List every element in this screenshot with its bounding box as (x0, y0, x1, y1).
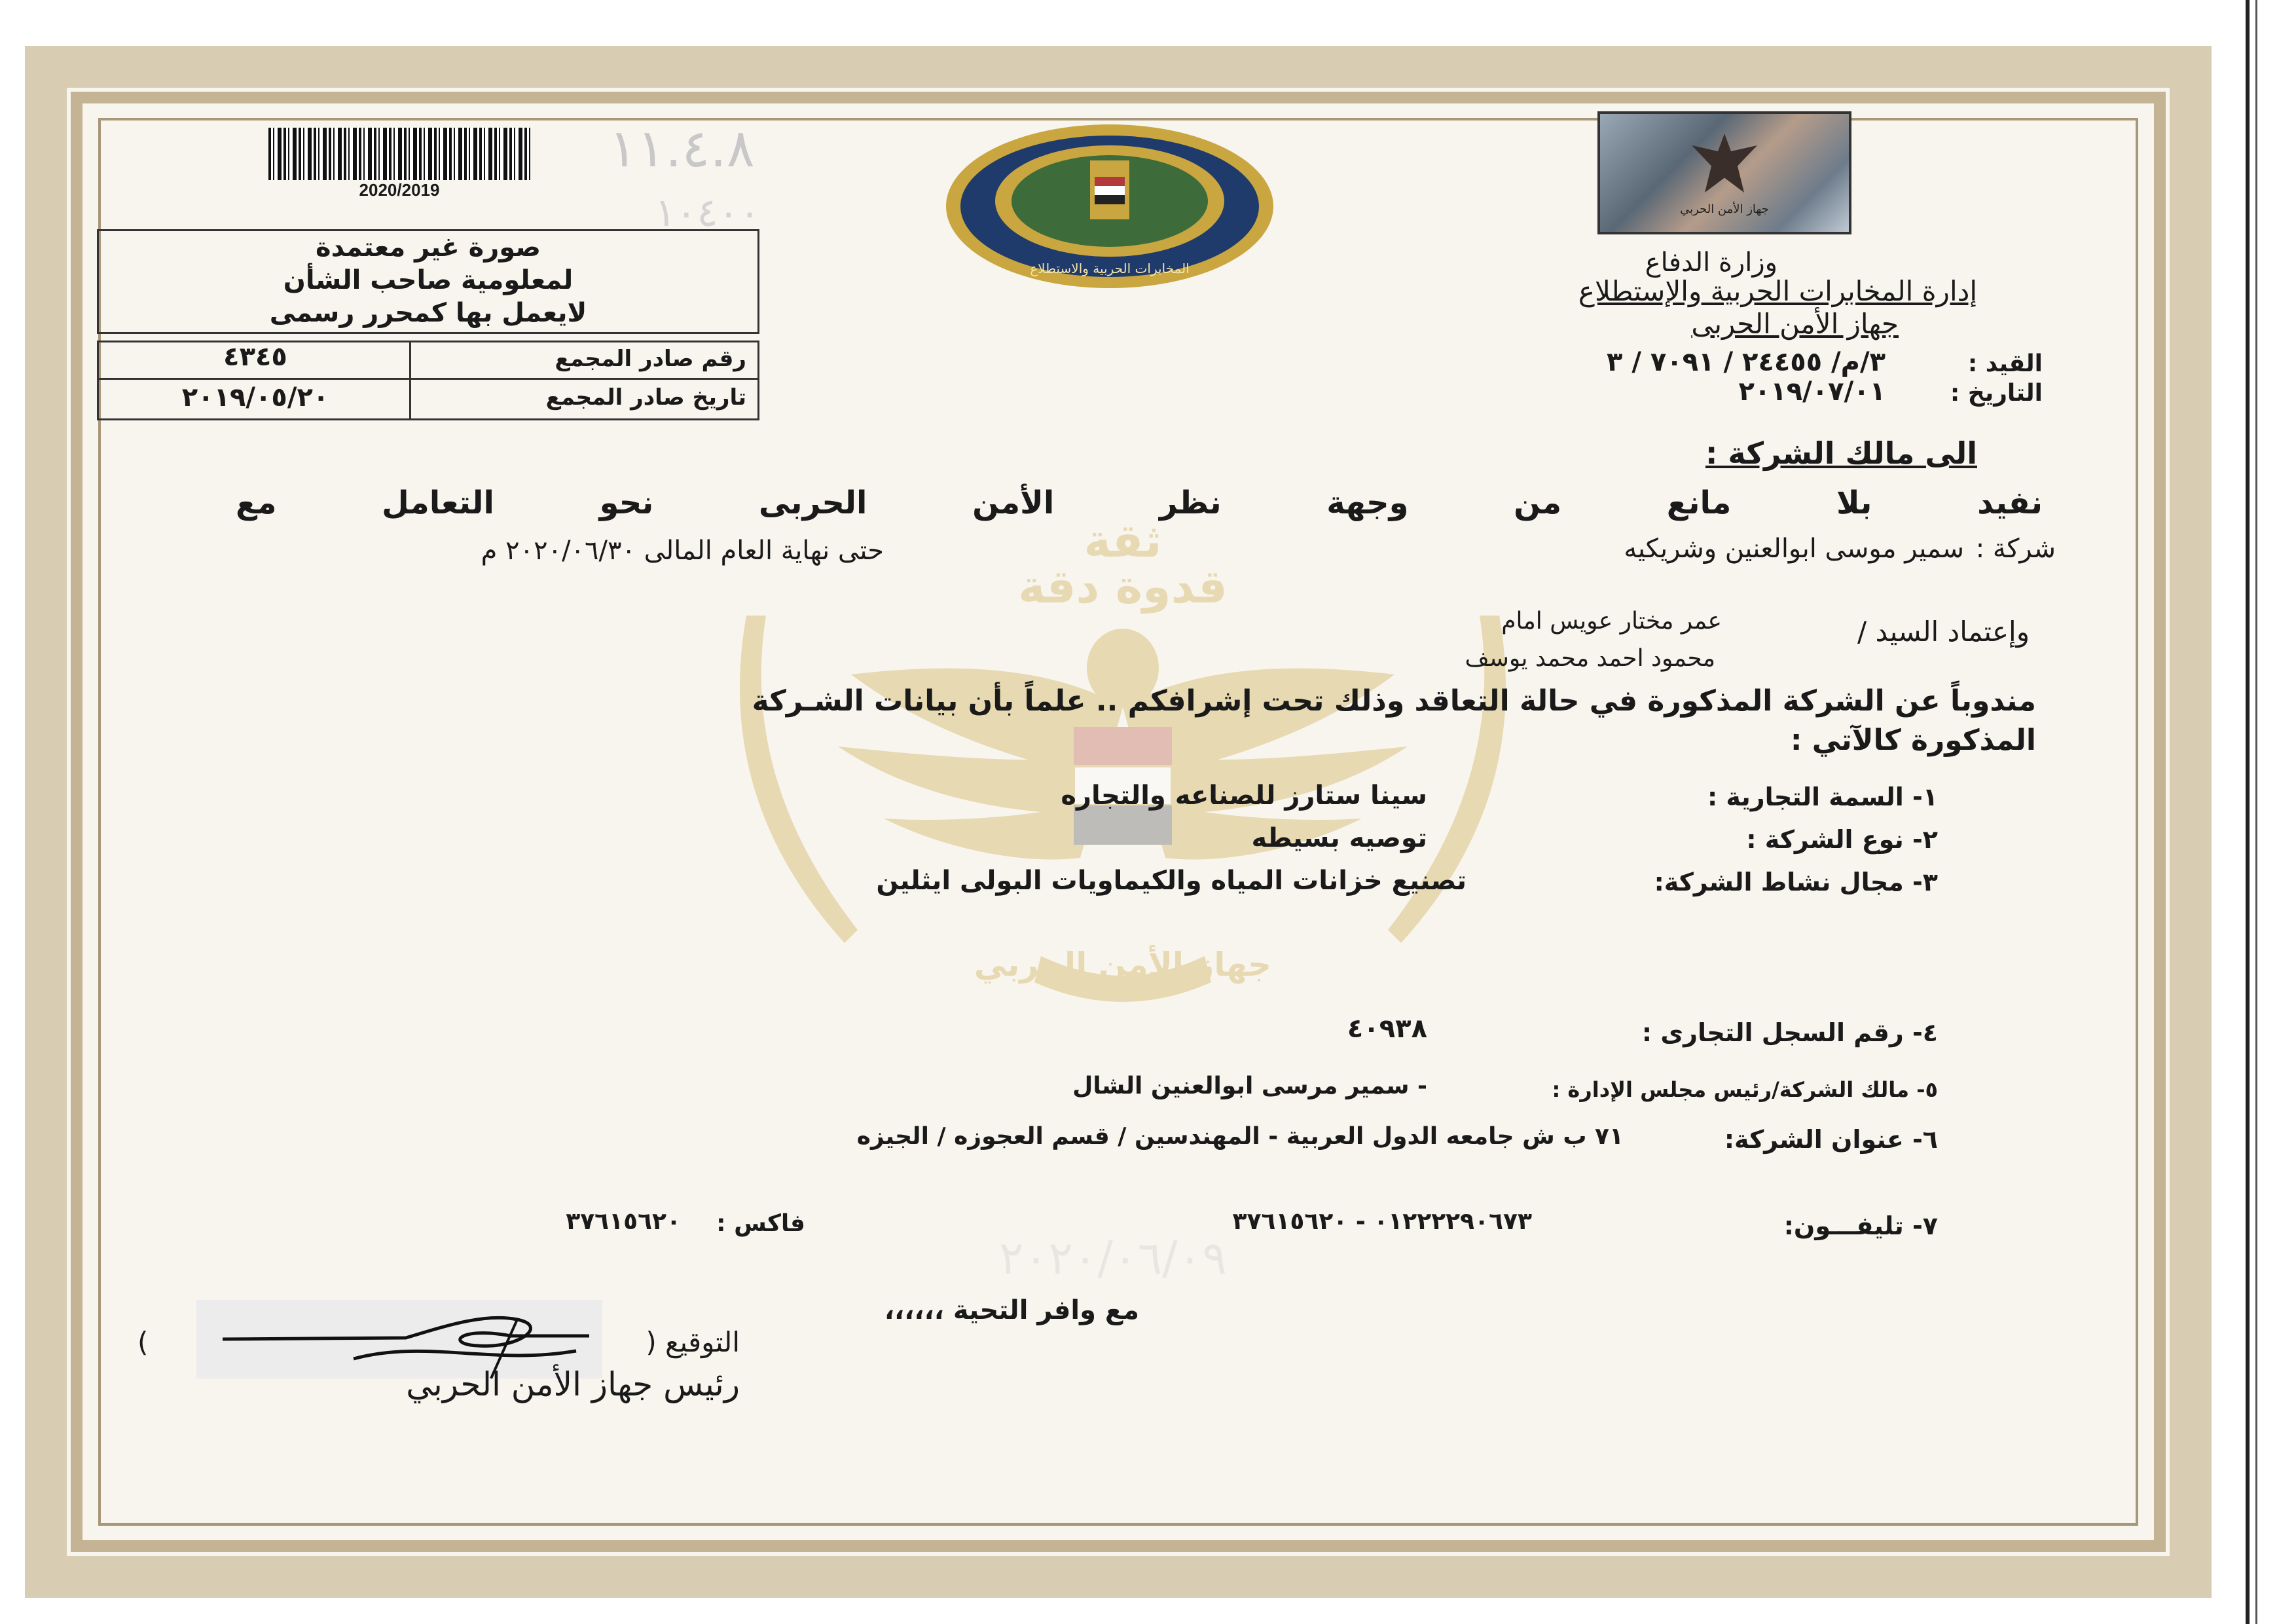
signer-title: رئيس جهاز الأمن الحربي (406, 1365, 740, 1403)
uncertified-line2: لمعلومية صاحب الشأن (283, 265, 574, 295)
date-value: ٢٠١٩/٠٧/٠١ (1738, 377, 1886, 407)
scan-edge-mark (2255, 0, 2257, 1624)
ref-number-label: رقم صادر المجمع (555, 346, 746, 372)
hologram-label: جهاز الأمن الحربي (1680, 202, 1769, 216)
signature-label: التوقيع ( (646, 1326, 740, 1358)
detail-value-address: ٧١ ب ش جامعه الدول العربية - المهندسين / قسم العجوزه / الجيزه (856, 1123, 1624, 1150)
military-intelligence-emblem-icon (943, 121, 1277, 291)
ministry-name: وزارة الدفاع (1645, 248, 1777, 278)
detail-value-trade-name: سينا ستارز للصناعه والتجاره (1061, 781, 1427, 811)
ref-date-label: تاريخ صادر المجمع (545, 384, 746, 411)
fax-value: ٣٧٦١٥٦٢٠ (566, 1208, 681, 1235)
hologram-seal (1597, 111, 1851, 234)
faint-serial: ٢٠٢٠/٠٦/٠٩ (999, 1231, 1227, 1285)
phone-label: ٧- تليفـــون: (1783, 1211, 1938, 1240)
validity-text: حتى نهاية العام المالى ٢٠٢٠/٠٦/٣٠ م (481, 536, 884, 566)
closing-regards: مع وافر التحية ،،،،،، (884, 1295, 1139, 1325)
paragraph-line-1: مندوباً عن الشركة المذكورة في حالة التعاقد وذلك تحت إشرافكم .. علماً بأن بيانات الشـركة (752, 684, 2036, 718)
watermark-bottom-text: جهاز الأمن الحربي (974, 946, 1272, 984)
addressee: الى مالك الشركة : (1705, 435, 1977, 471)
watermark-mid-text: قدوة دقة (1018, 560, 1228, 614)
detail-label-commercial-register: ٤- رقم السجل التجارى : (1641, 1018, 1938, 1047)
detail-value-commercial-register: ٤٠٩٣٨ (1347, 1014, 1427, 1044)
ref-date-value: ٢٠١٩/٠٥/٢٠ (181, 382, 329, 413)
watermark-top-text: ثقة (1084, 514, 1162, 568)
company-name: سمير موسى ابوالعنين وشريكيه (1624, 534, 1964, 564)
detail-label-activity: ٣- مجال نشاط الشركة: (1654, 868, 1938, 896)
uncertified-line3: لايعمل بها كمحرر رسمى (269, 298, 587, 328)
agency-name: جهاز الأمن الحربى (1691, 308, 1899, 340)
date-label: التاريخ : (1950, 380, 2043, 407)
department-name: إدارة المخابرات الحربية والإستطلاع (1578, 275, 1977, 307)
detail-label-company-type: ٢- نوع الشركة : (1746, 825, 1938, 854)
uncertified-copy-box (97, 229, 759, 334)
emblem-ring-text: المخابرات الحربية والاستطلاع (1030, 261, 1190, 276)
detail-label-trade-name: ١- السمة التجارية : (1707, 783, 1938, 811)
record-value: ٣/م/ ٢٤٤٥٥ / ٧٠٩١ / ٣ (1607, 347, 1886, 377)
representative-name-2: محمود احمد محمد يوسف (1465, 645, 1715, 672)
detail-value-owner: - سمير مرسى ابوالعنين الشال (1072, 1073, 1427, 1099)
ghost-stamp-top: ١١.٤.٨ (609, 118, 755, 179)
signature-close: ) (137, 1326, 149, 1358)
record-label: القيد : (1967, 350, 2043, 377)
fax-label: فاكس : (716, 1210, 805, 1237)
phone-value: ٠١٢٢٢٢٩٠٦٧٣ - ٣٧٦١٥٦٢٠ (1232, 1208, 1532, 1235)
detail-value-company-type: توصيه بسيطه (1251, 823, 1427, 853)
ref-number-value: ٤٣٤٥ (223, 342, 287, 372)
detail-label-owner: ٥- مالك الشركة/رئيس مجلس الإدارة : (1552, 1077, 1938, 1102)
detail-value-activity: تصنيع خزانات المياه والكيماويات البولى ايثلين (876, 866, 1467, 896)
uncertified-line1: صورة غير معتمدة (316, 232, 541, 263)
detail-label-address: ٦- عنوان الشركة: (1724, 1125, 1938, 1154)
representative-label: وإعتماد السيد / (1857, 616, 2030, 648)
barcode (268, 128, 530, 180)
company-label: شركة : (1975, 534, 2056, 564)
hologram-eagle-icon (1692, 134, 1757, 193)
barcode-caption: 2020/2019 (359, 180, 440, 200)
ghost-stamp-bottom: ١٠٤٠٠ (655, 190, 761, 236)
intro-line: نفيد بلا مانع من وجهة نظر الأمن الحربى نحو التعامل مع (236, 485, 2043, 521)
scan-edge-mark (2246, 0, 2250, 1624)
paragraph-line-2: المذكورة كالآتي : (1790, 724, 2036, 757)
representative-name-1: عمر مختار عويس امام (1501, 608, 1722, 635)
